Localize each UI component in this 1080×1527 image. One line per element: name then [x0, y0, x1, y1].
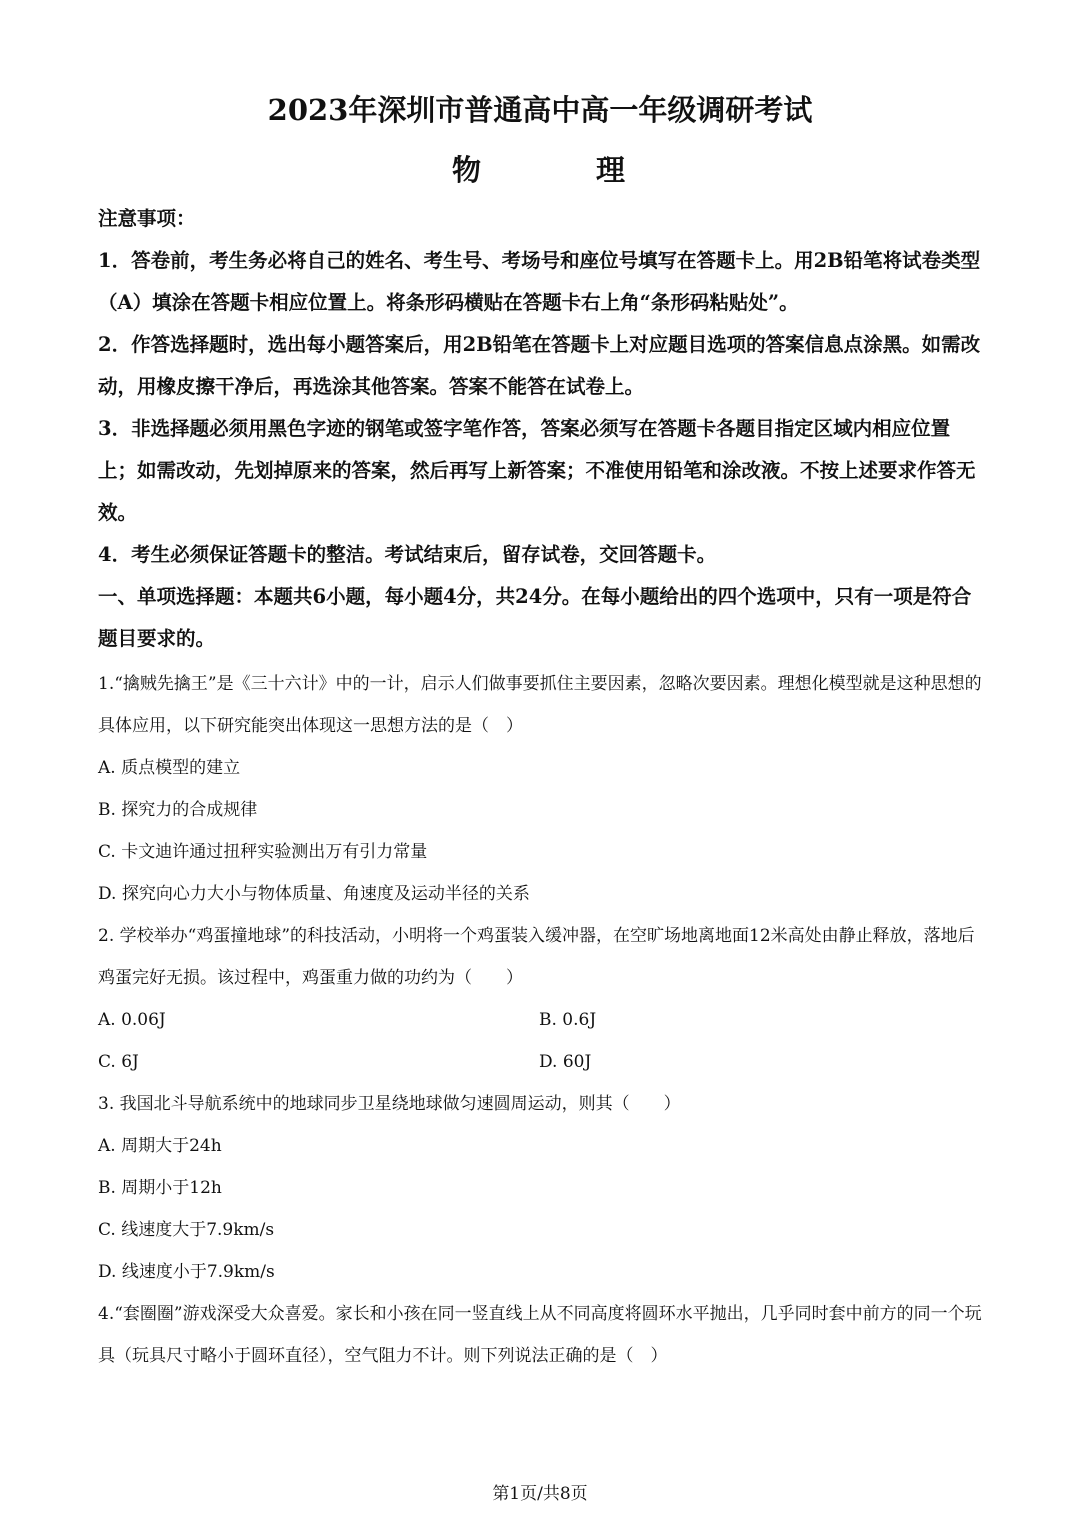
question-1-option-c: C. 卡文迪许通过扭秤实验测出万有引力常量	[98, 842, 428, 862]
question-1-option-b: B. 探究力的合成规律	[98, 800, 258, 820]
question-2-option-d: D. 60J	[539, 1052, 592, 1072]
question-1-option-d: D. 探究向心力大小与物体质量、角速度及运动半径的关系	[98, 884, 530, 904]
question-2-option-a: A. 0.06J	[98, 1010, 166, 1030]
section-heading: 一、单项选择题：本题共6小题，每小题4分，共24分。在每小题给出的四个选项中，只有一项是符合题目要求的。	[98, 585, 972, 650]
question-2-stem: 2. 学校举办“鸡蛋撞地球”的科技活动，小明将一个鸡蛋装入缓冲器，在空旷场地离地面12米高处由静止释放，落地后鸡蛋完好无损。该过程中，鸡蛋重力做的功约为（ ）	[98, 926, 975, 988]
question-3-stem: 3. 我国北斗导航系统中的地球同步卫星绕地球做匀速圆周运动，则其（ ）	[98, 1094, 681, 1114]
question-4-stem: 4.“套圈圈”游戏深受大众喜爱。家长和小孩在同一竖直线上从不同高度将圆环水平抛出，几乎同时套中前方的同一个玩具（玩具尺寸略小于圆环直径），空气阻力不计。则下列说法正确的是（ ）	[98, 1304, 982, 1366]
exam-title: 2023年深圳市普通高中高一年级调研考试	[267, 93, 813, 127]
question-3-option-d: D. 线速度小于7.9km/s	[98, 1262, 275, 1282]
question-1-option-a: A. 质点模型的建立	[98, 758, 241, 778]
question-2-option-b: B. 0.6J	[539, 1010, 597, 1030]
question-1-stem: 1.“擒贼先擒王”是《三十六计》中的一计，启示人们做事要抓住主要因素，忽略次要因素。理想化模型就是这种思想的具体应用，以下研究能突出体现这一思想方法的是（ ）	[98, 674, 982, 736]
question-2-option-c: C. 6J	[98, 1052, 139, 1072]
note-item-1: 1．答卷前，考生务必将自己的姓名、考生号、考场号和座位号填写在答题卡上。用2B铅笔将试卷类型（A）填涂在答题卡相应位置上。将条形码横贴在答题卡右上角“条形码粘贴处”。	[98, 249, 981, 314]
question-list	[98, 663, 988, 1377]
question-2-options-row-1	[98, 999, 988, 1041]
note-item-3: 3．非选择题必须用黑色字迹的钢笔或签字笔作答，答案必须写在答题卡各题目指定区域内相应位置上；如需改动，先划掉原来的答案，然后再写上新答案；不准使用铅笔和涂改液。不按上述要求作答无效。	[98, 417, 976, 524]
subject-char-2: 理	[596, 153, 626, 187]
subject-char-1: 物	[452, 153, 482, 187]
question-3-option-c: C. 线速度大于7.9km/s	[98, 1220, 275, 1240]
note-item-2: 2．作答选择题时，选出每小题答案后，用2B铅笔在答题卡上对应题目选项的答案信息点涂黑。如需改动，用橡皮擦干净后，再选涂其他答案。答案不能答在试卷上。	[98, 333, 981, 398]
page-indicator: 第1页/共8页	[492, 1484, 588, 1504]
question-3-option-a: A. 周期大于24h	[98, 1136, 222, 1156]
question-2-options-row-2	[98, 1041, 988, 1083]
note-item-4: 4．考生必须保证答题卡的整洁。考试结束后，留存试卷，交回答题卡。	[98, 543, 717, 566]
notes-heading: 注意事项：	[98, 207, 196, 230]
question-3-option-b: B. 周期小于12h	[98, 1178, 222, 1198]
exam-notes	[98, 198, 988, 660]
